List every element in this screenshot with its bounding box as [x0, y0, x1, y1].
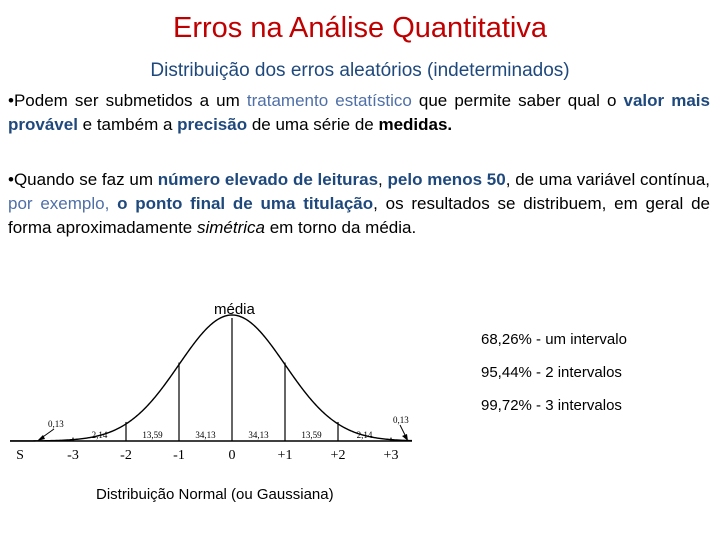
page-subtitle: Distribuição dos erros aleatórios (indeterminados) — [150, 60, 570, 81]
region-percentage-label: 2,14 — [356, 430, 373, 440]
region-percentage-label: 13,59 — [301, 430, 322, 440]
text-run: que permite saber qual o — [411, 91, 624, 110]
text-italic: simétrica — [196, 218, 265, 237]
text-run: Podem ser submetidos a um — [13, 91, 247, 110]
text-highlight: por exemplo, — [8, 194, 118, 213]
text-run: e também a — [77, 115, 178, 134]
region-percentage-label: 2,14 — [91, 430, 108, 440]
axis-tick-label: -2 — [120, 448, 132, 463]
text-run: , os resultados se distribuem, em geral de forma aproximadamente — [8, 194, 710, 237]
text-run: , — [378, 170, 388, 189]
bell-curve — [10, 315, 412, 441]
page-title: Erros na Análise Quantitativa — [173, 12, 547, 44]
text-run: de uma série de — [247, 115, 379, 134]
interval-label-1: 68,26% - um intervalo — [481, 331, 627, 348]
axis-tick-label: +3 — [383, 448, 399, 463]
left-tail-annotation — [37, 419, 64, 441]
text-highlight-bold: o ponto final de uma titulação — [117, 194, 374, 213]
sigma-lines — [73, 318, 391, 441]
diagram-caption: Distribuição Normal (ou Gaussiana) — [96, 486, 334, 503]
bullet: • — [8, 91, 14, 110]
axis-tick-label: +1 — [277, 448, 293, 463]
region-percentage-label: 34,13 — [195, 430, 216, 440]
mean-label: média — [214, 301, 255, 318]
axis-tick-label: +2 — [330, 448, 346, 463]
text-highlight-bold: valor mais provável — [8, 91, 710, 134]
tail-percentage-right: 0,13 — [393, 415, 409, 425]
text-run: , de uma variável contínua, — [505, 170, 711, 189]
text-bold: medidas. — [378, 115, 453, 134]
region-percentage-label: 13,59 — [142, 430, 163, 440]
interval-label-2: 95,44% - 2 intervalos — [481, 364, 622, 381]
text-highlight-bold: precisão — [177, 115, 248, 134]
tail-percentage-left: 0,13 — [48, 419, 64, 429]
text-highlight-bold: número elevado de leituras — [157, 170, 379, 189]
bullet: • — [8, 170, 14, 189]
axis-ticks — [16, 448, 398, 463]
right-tail-annotation — [393, 415, 409, 441]
text-highlight: tratamento estatístico — [246, 91, 412, 110]
text-highlight-bold: pelo menos 50 — [387, 170, 506, 189]
axis-tick-label: 0 — [228, 448, 236, 463]
text-run: Quando se faz um — [13, 170, 158, 189]
text-run: em torno da média. — [265, 218, 417, 237]
interval-label-3: 99,72% - 3 intervalos — [481, 397, 622, 414]
axis-tick-label: S — [16, 448, 24, 463]
axis-tick-label: -3 — [67, 448, 79, 463]
region-percentage-label: 34,13 — [248, 430, 269, 440]
axis-tick-label: -1 — [173, 448, 185, 463]
